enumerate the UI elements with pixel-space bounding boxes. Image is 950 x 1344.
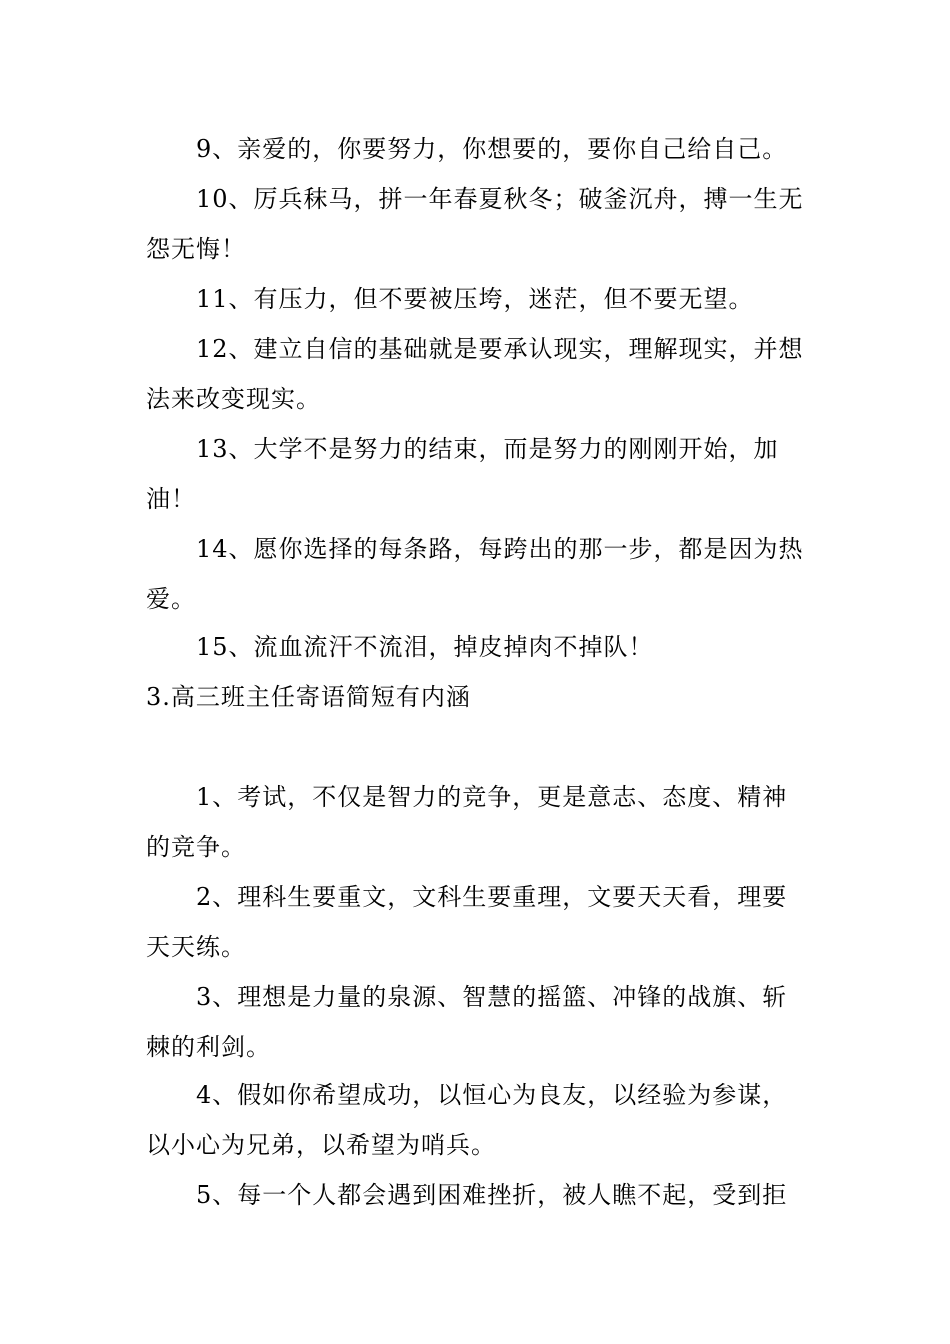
list-item: 11、有压力，但不要被压垮，迷茫，但不要无望。 [196, 285, 754, 313]
list-item: 9、亲爱的，你要努力，你想要的，要你自己给自己。 [196, 135, 788, 163]
list-item: 4、假如你希望成功，以恒心为良友，以经验为参谋，以小心为兄弟，以希望为哨兵。 [146, 1081, 788, 1159]
list-item: 5、每一个人都会遇到困难挫折，被人瞧不起，受到拒 [196, 1181, 788, 1209]
section-heading: 3.高三班主任寄语简短有内涵 [146, 683, 471, 711]
list-item: 10、厉兵秣马，拼一年春夏秋冬；破釜沉舟，搏一生无怨无悔！ [146, 185, 804, 263]
list-item: 13、大学不是努力的结束，而是努力的刚刚开始，加油！ [146, 435, 779, 513]
list-item: 2、理科生要重文，文科生要重理，文要天天看，理要天天练。 [146, 883, 788, 961]
list-item: 12、建立自信的基础就是要承认现实，理解现实，并想法来改变现实。 [146, 335, 804, 413]
list-item: 14、愿你选择的每条路，每跨出的那一步，都是因为热爱。 [146, 535, 804, 613]
list-item: 3、理想是力量的泉源、智慧的摇篮、冲锋的战旗、斩棘的利剑。 [146, 983, 788, 1061]
list-item: 15、流血流汗不流泪，掉皮掉肉不掉队！ [196, 633, 654, 661]
list-item: 1、考试，不仅是智力的竞争，更是意志、态度、精神的竞争。 [146, 783, 788, 861]
